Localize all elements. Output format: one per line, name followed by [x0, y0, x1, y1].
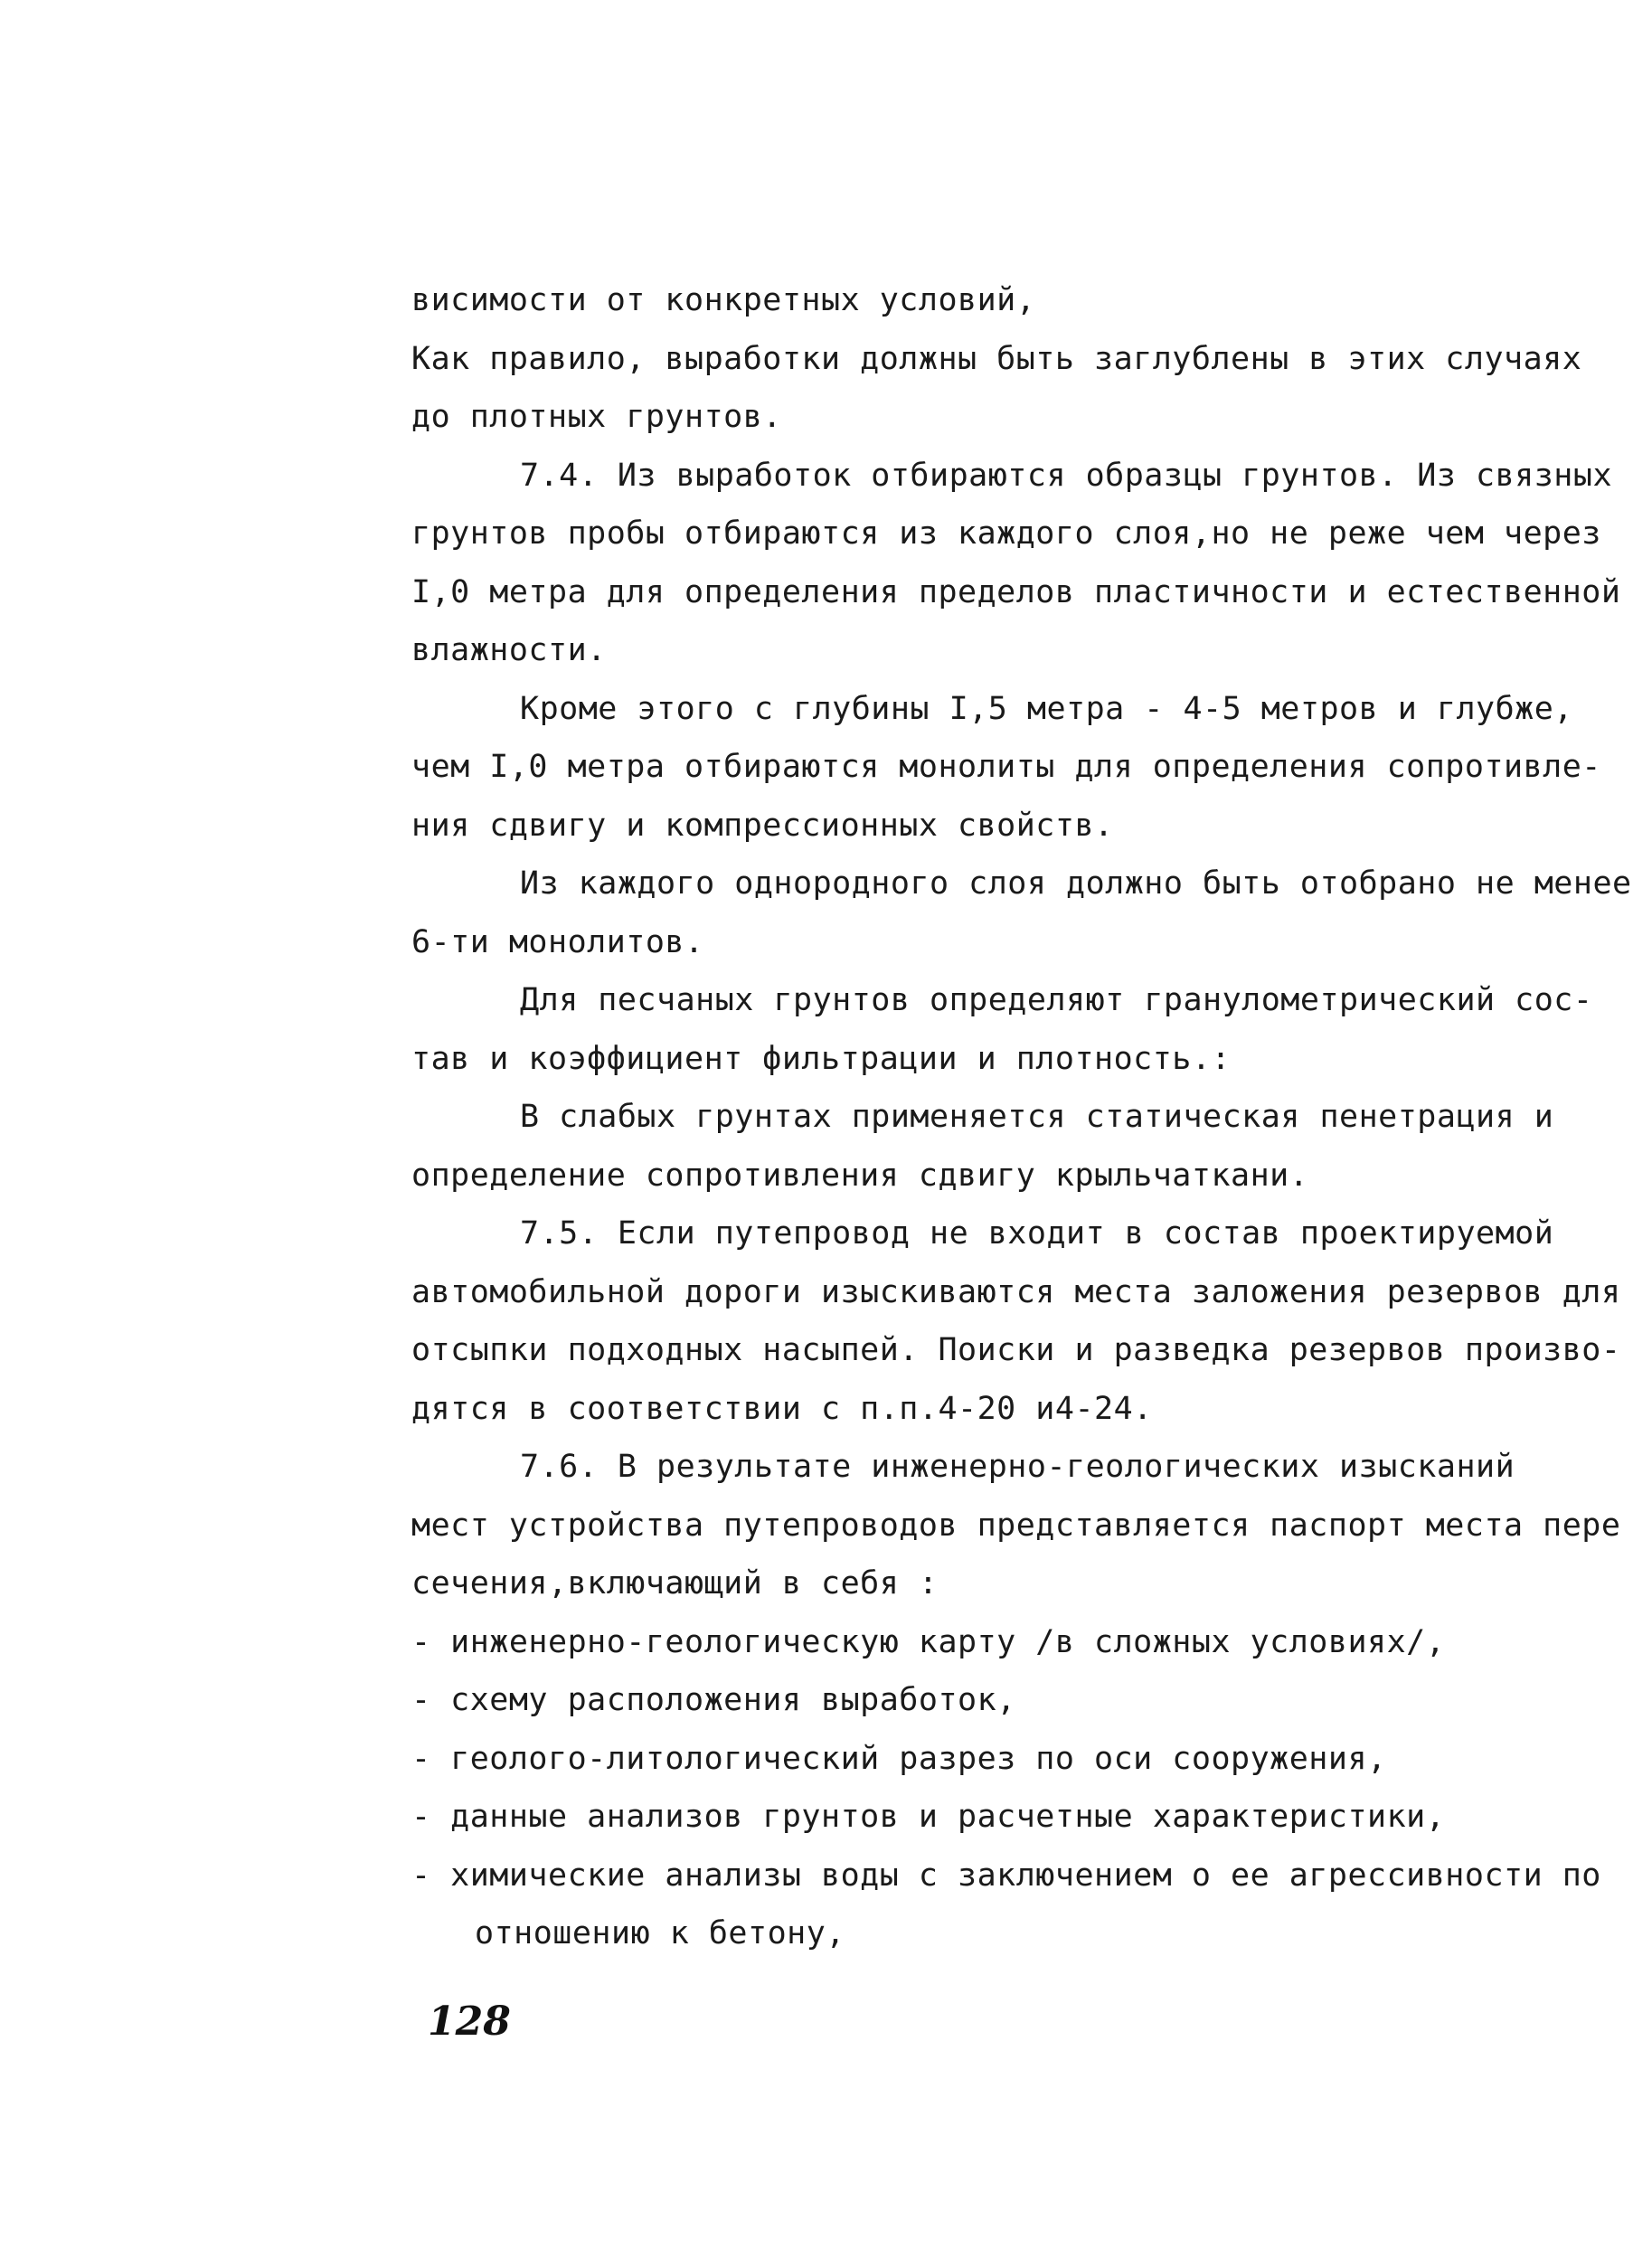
- text-line: автомобильной дороги изыскиваются места заложения резервов для: [411, 1273, 1621, 1310]
- list-item-continuation: отношению к бетону,: [475, 1915, 845, 1951]
- text-line: Как правило, выработки должны быть заглублены в этих случаях: [411, 340, 1582, 377]
- text-line: В слабых грунтах применяется статическая пенетрация и: [520, 1099, 1554, 1135]
- list-item: - геолого-литологический разрез по оси сооружения,: [411, 1740, 1387, 1777]
- text-line: чем I,0 метра отбираются монолиты для определения сопротивле-: [411, 749, 1601, 785]
- text-line: ния сдвигу и компрессионных свойств.: [411, 807, 1114, 844]
- text-line: висимости от конкретных условий,: [411, 282, 1036, 318]
- text-line: отсыпки подходных насыпей. Поиски и разведка резервов произво-: [411, 1332, 1621, 1368]
- text-line: Кроме этого с глубины I,5 метра - 4-5 метров и глубже,: [520, 690, 1573, 727]
- list-item: - данные анализов грунтов и расчетные характеристики,: [411, 1799, 1446, 1835]
- paragraph-heading-7-4: 7.4. Из выработок отбираются образцы грунтов. Из связных: [520, 457, 1613, 494]
- text-line: тав и коэффициент фильтрации и плотность.:: [411, 1040, 1232, 1077]
- list-item: - химические анализы воды с заключением о ее агрессивности по: [411, 1857, 1601, 1894]
- paragraph-heading-7-5: 7.5. Если путепровод не входит в состав проектируемой: [520, 1215, 1554, 1252]
- text-line: дятся в соответствии с п.п.4-20 и4-24.: [411, 1390, 1153, 1427]
- text-line: мест устройства путепроводов представляется паспорт места пере: [411, 1507, 1621, 1544]
- text-line: I,0 метра для определения пределов пластичности и естественной: [411, 573, 1621, 610]
- page-number: 128: [428, 1999, 511, 2045]
- text-line: Из каждого однородного слоя должно быть отобрано не менее: [520, 865, 1632, 902]
- document-body: [411, 271, 1632, 1963]
- text-line: до плотных грунтов.: [411, 399, 782, 435]
- text-line: грунтов пробы отбираются из каждого слоя,но не реже чем через: [411, 515, 1601, 552]
- list-item: - инженерно-геологическую карту /в сложных условиях/,: [411, 1623, 1446, 1660]
- text-line: сечения,включающий в себя :: [411, 1565, 939, 1602]
- text-line: влажности.: [411, 632, 607, 668]
- list-item: - схему расположения выработок,: [411, 1682, 1016, 1718]
- paragraph-heading-7-6: 7.6. В результате инженерно-геологических изысканий: [520, 1449, 1515, 1485]
- text-line: 6-ти монолитов.: [411, 923, 704, 960]
- text-line: определение сопротивления сдвигу крыльчаткани.: [411, 1157, 1309, 1194]
- text-line: Для песчаных грунтов определяют гранулометрический сос-: [520, 982, 1593, 1018]
